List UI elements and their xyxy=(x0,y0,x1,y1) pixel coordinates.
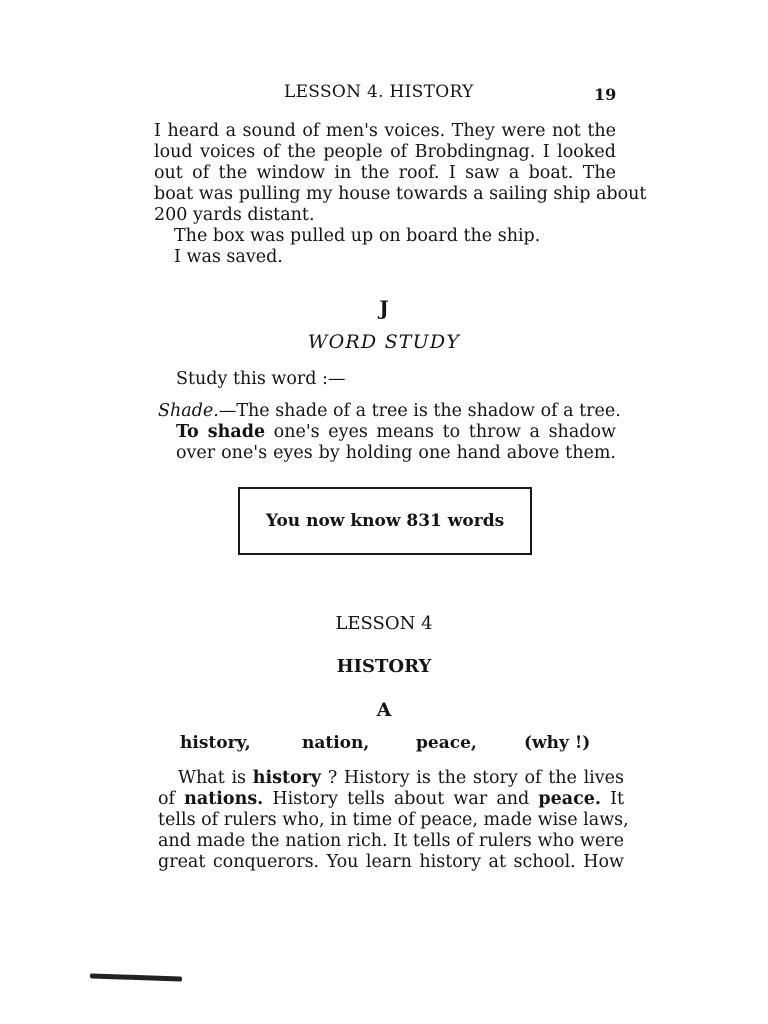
body-text: What is xyxy=(178,768,253,788)
page-number: 19 xyxy=(594,85,617,104)
section-letter-j: J xyxy=(379,296,389,320)
story-line: I heard a sound of men's voices. They were not the xyxy=(154,121,616,141)
scan-artifact xyxy=(90,973,182,981)
body-line xyxy=(158,768,624,789)
body-text: of xyxy=(158,789,185,809)
word-count-text: You now know 831 words xyxy=(265,511,505,531)
vocab-word: history, xyxy=(180,733,251,753)
definition-paragraph xyxy=(158,401,621,464)
word-count-box xyxy=(238,487,532,555)
section-title: WORD STUDY xyxy=(307,331,461,353)
history-paragraph xyxy=(158,768,629,873)
body-line: tells of rulers who, in time of peace, made wise laws, xyxy=(158,810,629,830)
definition-line xyxy=(158,401,621,422)
definition-line: over one's eyes by holding one hand above them. xyxy=(176,443,616,463)
body-line: great conquerors. You learn history at school. How xyxy=(158,852,624,872)
definition-text: one's eyes means to throw a shadow xyxy=(265,422,616,442)
vocab-word: peace, xyxy=(416,733,477,753)
story-line: 200 yards distant. xyxy=(154,205,315,225)
vocab-word: (why !) xyxy=(524,733,591,753)
vocab-word: nation, xyxy=(302,733,370,753)
story-paragraph xyxy=(154,121,647,268)
lesson-number: LESSON 4 xyxy=(335,613,433,634)
section-letter-a: A xyxy=(376,699,392,721)
body-line xyxy=(158,789,624,810)
definition-text: —The shade of a tree is the shadow of a tree. xyxy=(218,401,621,421)
running-head: LESSON 4. HISTORY xyxy=(284,82,474,102)
definition-line xyxy=(158,422,616,443)
body-bold: nations. xyxy=(184,789,264,809)
body-bold: history xyxy=(252,768,322,788)
body-bold: peace. xyxy=(538,789,601,809)
word-study-intro: Study this word :— xyxy=(176,369,346,389)
body-line: and made the nation rich. It tells of rulers who were xyxy=(158,831,624,851)
body-text: ? History is the story of the lives xyxy=(321,768,624,788)
story-line: out of the window in the roof. I saw a boat. The xyxy=(154,163,616,183)
definition-term: Shade. xyxy=(158,401,219,421)
story-line: The box was pulled up on board the ship. xyxy=(174,226,541,246)
story-line: loud voices of the people of Brobdingnag. I looked xyxy=(154,142,616,162)
lesson-title: HISTORY xyxy=(336,656,432,677)
story-line: boat was pulling my house towards a sailing ship about xyxy=(154,184,647,204)
body-text: History tells about war and xyxy=(263,789,539,809)
body-text: It xyxy=(600,789,625,809)
definition-bold-term: To shade xyxy=(176,422,266,442)
story-line: I was saved. xyxy=(174,247,283,267)
